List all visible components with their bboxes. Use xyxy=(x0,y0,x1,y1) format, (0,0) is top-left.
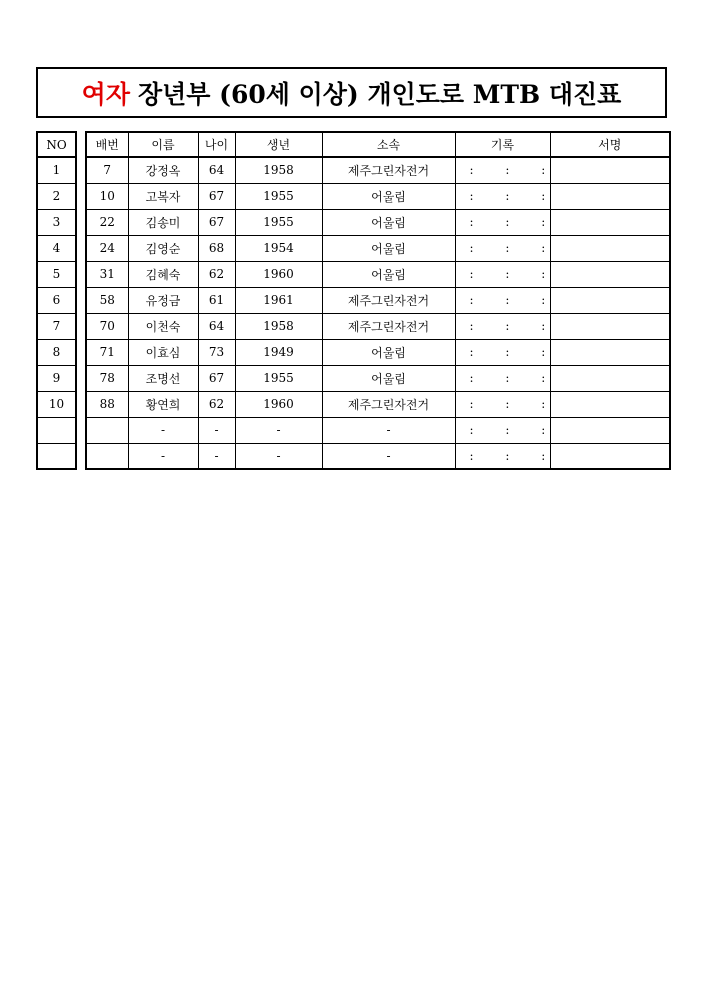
cell-name: 고복자 xyxy=(128,183,198,209)
cell-record: : : : xyxy=(455,157,550,183)
table-row xyxy=(86,183,670,209)
cell-record: : : : xyxy=(455,339,550,365)
cell-birth: 1961 xyxy=(235,287,322,313)
table-row xyxy=(86,287,670,313)
cell-club: - xyxy=(322,417,455,443)
cell-bib xyxy=(86,417,128,443)
header-sign: 서명 xyxy=(550,132,670,157)
cell-age: 67 xyxy=(198,183,235,209)
table-row xyxy=(86,261,670,287)
table-row xyxy=(86,235,670,261)
cell-bib: 78 xyxy=(86,365,128,391)
cell-bib: 10 xyxy=(86,183,128,209)
cell-club: 어울림 xyxy=(322,183,455,209)
header-bib: 배번 xyxy=(86,132,128,157)
header-club: 소속 xyxy=(322,132,455,157)
cell-record: : : : xyxy=(455,417,550,443)
table-row xyxy=(86,365,670,391)
table-row xyxy=(37,417,76,443)
cell-birth: - xyxy=(235,443,322,469)
cell-name: 황연희 xyxy=(128,391,198,417)
cell-sign xyxy=(550,391,670,417)
cell-birth: 1960 xyxy=(235,261,322,287)
cell-club: 제주그린자전거 xyxy=(322,391,455,417)
header-name: 이름 xyxy=(128,132,198,157)
cell-age: 61 xyxy=(198,287,235,313)
table-row xyxy=(37,209,76,235)
cell-bib: 7 xyxy=(86,157,128,183)
cell-age: - xyxy=(198,417,235,443)
cell-no: 8 xyxy=(37,339,76,365)
table-row xyxy=(37,339,76,365)
cell-birth: 1958 xyxy=(235,157,322,183)
no-column-table xyxy=(36,131,77,470)
cell-age: 64 xyxy=(198,313,235,339)
cell-club: 어울림 xyxy=(322,209,455,235)
cell-age: 68 xyxy=(198,235,235,261)
cell-record: : : : xyxy=(455,261,550,287)
cell-no: 6 xyxy=(37,287,76,313)
cell-record: : : : xyxy=(455,209,550,235)
cell-name: 김혜숙 xyxy=(128,261,198,287)
bracket-table xyxy=(85,131,671,470)
table-row xyxy=(86,391,670,417)
cell-club: 제주그린자전거 xyxy=(322,157,455,183)
cell-sign xyxy=(550,261,670,287)
table-row xyxy=(86,157,670,183)
table-row xyxy=(86,339,670,365)
cell-no xyxy=(37,443,76,469)
cell-age: 64 xyxy=(198,157,235,183)
cell-name: - xyxy=(128,417,198,443)
cell-age: - xyxy=(198,443,235,469)
cell-age: 62 xyxy=(198,391,235,417)
table-row xyxy=(86,417,670,443)
cell-record: : : : xyxy=(455,183,550,209)
title-text: 장년부 (60세 이상) 개인도로 MTB 대진표 xyxy=(137,79,622,109)
cell-club: 어울림 xyxy=(322,365,455,391)
cell-no: 10 xyxy=(37,391,76,417)
table-row xyxy=(86,313,670,339)
cell-birth: - xyxy=(235,417,322,443)
cell-birth: 1955 xyxy=(235,209,322,235)
table-row xyxy=(37,157,76,183)
cell-birth: 1949 xyxy=(235,339,322,365)
cell-record: : : : xyxy=(455,313,550,339)
cell-age: 73 xyxy=(198,339,235,365)
table-row xyxy=(37,391,76,417)
cell-age: 67 xyxy=(198,209,235,235)
cell-no: 1 xyxy=(37,157,76,183)
table-row xyxy=(37,443,76,469)
cell-no: 2 xyxy=(37,183,76,209)
cell-club: 어울림 xyxy=(322,261,455,287)
cell-sign xyxy=(550,339,670,365)
cell-record: : : : xyxy=(455,365,550,391)
cell-no: 4 xyxy=(37,235,76,261)
cell-record: : : : xyxy=(455,391,550,417)
table-row xyxy=(86,209,670,235)
cell-sign xyxy=(550,157,670,183)
cell-birth: 1958 xyxy=(235,313,322,339)
header-no: NO xyxy=(37,132,76,157)
cell-birth: 1955 xyxy=(235,365,322,391)
cell-name: 김영순 xyxy=(128,235,198,261)
table-row xyxy=(37,261,76,287)
cell-bib: 58 xyxy=(86,287,128,313)
table-row xyxy=(37,235,76,261)
cell-sign xyxy=(550,209,670,235)
cell-no: 5 xyxy=(37,261,76,287)
cell-club: 어울림 xyxy=(322,339,455,365)
cell-no xyxy=(37,417,76,443)
cell-bib xyxy=(86,443,128,469)
cell-no: 3 xyxy=(37,209,76,235)
cell-sign xyxy=(550,417,670,443)
table-row xyxy=(86,443,670,469)
cell-club: - xyxy=(322,443,455,469)
cell-name: 이천숙 xyxy=(128,313,198,339)
cell-bib: 22 xyxy=(86,209,128,235)
table-row xyxy=(37,365,76,391)
table-row xyxy=(37,183,76,209)
cell-bib: 70 xyxy=(86,313,128,339)
cell-bib: 88 xyxy=(86,391,128,417)
cell-name: 조명선 xyxy=(128,365,198,391)
cell-club: 어울림 xyxy=(322,235,455,261)
cell-club: 제주그린자전거 xyxy=(322,313,455,339)
cell-sign xyxy=(550,287,670,313)
cell-bib: 31 xyxy=(86,261,128,287)
cell-record: : : : xyxy=(455,235,550,261)
cell-bib: 71 xyxy=(86,339,128,365)
cell-birth: 1960 xyxy=(235,391,322,417)
cell-sign xyxy=(550,183,670,209)
cell-record: : : : xyxy=(455,287,550,313)
cell-sign xyxy=(550,365,670,391)
cell-no: 7 xyxy=(37,313,76,339)
table-row xyxy=(37,313,76,339)
cell-birth: 1955 xyxy=(235,183,322,209)
header-record: 기록 xyxy=(455,132,550,157)
cell-sign xyxy=(550,235,670,261)
cell-record: : : : xyxy=(455,443,550,469)
header-age: 나이 xyxy=(198,132,235,157)
cell-name: 김송미 xyxy=(128,209,198,235)
header-birth: 생년 xyxy=(235,132,322,157)
cell-birth: 1954 xyxy=(235,235,322,261)
cell-name: 강정옥 xyxy=(128,157,198,183)
page-title xyxy=(36,67,667,118)
cell-club: 제주그린자전거 xyxy=(322,287,455,313)
cell-age: 67 xyxy=(198,365,235,391)
cell-sign xyxy=(550,443,670,469)
cell-sign xyxy=(550,313,670,339)
cell-name: 유정금 xyxy=(128,287,198,313)
title-highlight: 여자 xyxy=(81,79,130,109)
cell-name: - xyxy=(128,443,198,469)
cell-no: 9 xyxy=(37,365,76,391)
table-row xyxy=(37,287,76,313)
cell-name: 이효심 xyxy=(128,339,198,365)
cell-bib: 24 xyxy=(86,235,128,261)
cell-age: 62 xyxy=(198,261,235,287)
